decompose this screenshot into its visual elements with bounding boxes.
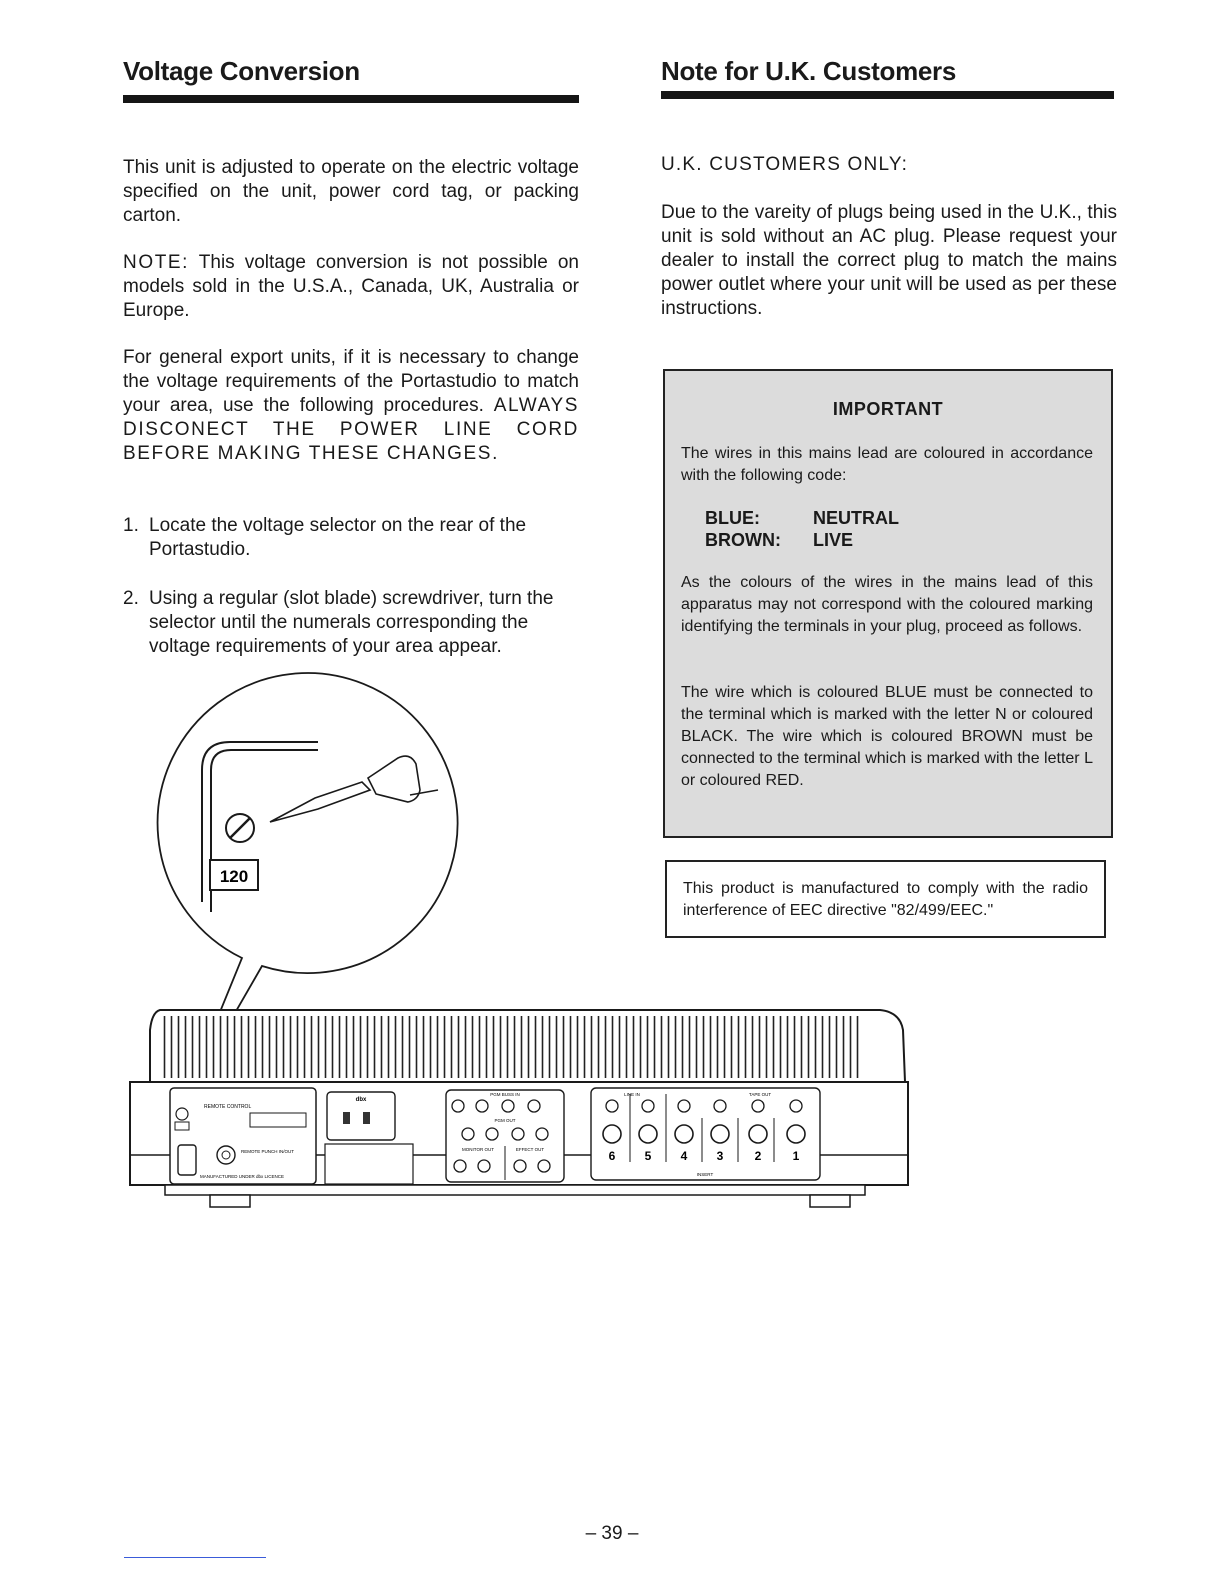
footer-rule (124, 1557, 266, 1558)
code-label-blue: BLUE: (705, 508, 760, 528)
step-1-text: Locate the voltage selector on the rear of the Portastudio. (149, 515, 527, 560)
effect-out-label: EFFECT OUT (515, 1147, 545, 1152)
code-value-blue: NEUTRAL (813, 508, 899, 528)
note-label: NOTE: (123, 252, 190, 273)
right-title: Note for U.K. Customers (661, 56, 957, 86)
channel-6-label: 6 (608, 1149, 616, 1163)
step-2-text: Using a regular (slot blade) screwdriver, turn the selector until the numerals corresponding the voltage requirements of your area appear. (149, 588, 554, 657)
foot-right (810, 1195, 850, 1207)
tape-out-label: TAPE OUT (748, 1092, 772, 1097)
channel-2-label: 2 (754, 1149, 762, 1163)
manufactured-label: MANUFACTURED UNDER dbx LICENCE (200, 1174, 285, 1179)
dbx-switch-1[interactable] (343, 1112, 350, 1124)
channel-5-label: 5 (644, 1149, 652, 1163)
line-panel (591, 1088, 820, 1180)
dbx-switch-2[interactable] (363, 1112, 370, 1124)
foot-left (210, 1195, 250, 1207)
left-title: Voltage Conversion (123, 56, 360, 86)
dbx-label: dbx (355, 1097, 367, 1103)
line-in-label: LINE IN (624, 1092, 640, 1097)
uk-subtitle: U.K. CUSTOMERS ONLY: (661, 154, 909, 175)
insert-label: INSERT (696, 1172, 714, 1177)
remote-connector (250, 1113, 306, 1127)
important-para-2: As the colours of the wires in the mains lead of this apparatus may not correspond with the coloured marking identifying the terminals in your plug, proceed as follows. (681, 574, 1093, 635)
step-1-number: 1. (123, 515, 139, 536)
eec-note: This product is manufactured to comply with the radio interference of EEC directive "82/499/EEC." (683, 880, 1088, 919)
export-text: For general export units, if it is necessary to change the voltage requirements of the Portastudio to match your area, use the following procedures. (123, 347, 579, 416)
step-2-number: 2. (123, 588, 139, 609)
disconnect-warning: ALWAYS DISCONECT THE POWER LINE CORD BEFORE MAKING THESE CHANGES. (123, 395, 579, 464)
channel-3-label: 3 (716, 1149, 724, 1163)
remote-punch-label: REMOTE PUNCH IN/OUT (241, 1149, 295, 1154)
channel-1-label: 1 (792, 1149, 800, 1163)
important-para-3: The wire which is coloured BLUE must be connected to the terminal which is marked with the letter N or coloured BLACK. The wire which is coloured BROWN must be connected to the terminal which is marked with the letter L or coloured RED. (681, 684, 1093, 789)
voltage-value: 120 (219, 867, 249, 886)
monitor-out-label: MONITOR OUT (462, 1147, 494, 1152)
important-intro: The wires in this mains lead are coloured in accordance with the following code: (681, 445, 1093, 484)
pgm-out-label: PGM OUT (494, 1118, 516, 1123)
label-plate (325, 1144, 413, 1184)
uk-intro: Due to the vareity of plugs being used in the U.K., this unit is sold without an AC plug. Please request your dealer to install the correct plug to match the mains power outlet where your unit will be used as per these instructions. (661, 202, 1117, 319)
page-number: – 39 – (585, 1523, 639, 1544)
important-title: IMPORTANT (832, 399, 944, 419)
power-cord-clamp (178, 1145, 196, 1175)
remote-control-label: REMOTE CONTROL (204, 1104, 252, 1110)
vent-grille (162, 1016, 862, 1078)
voltage-intro: This unit is adjusted to operate on the electric voltage specified on the unit, power cord tag, or packing carton. (123, 157, 579, 226)
portastudio-body (130, 1010, 908, 1207)
code-value-brown: LIVE (813, 530, 854, 550)
channel-4-label: 4 (680, 1149, 688, 1163)
code-label-brown: BROWN: (705, 530, 781, 550)
pgm-buss-in-label: PGM BUSS IN (490, 1092, 520, 1097)
note-text: This voltage conversion is not possible on models sold in the U.S.A., Canada, UK, Australia or Europe. (123, 252, 580, 321)
